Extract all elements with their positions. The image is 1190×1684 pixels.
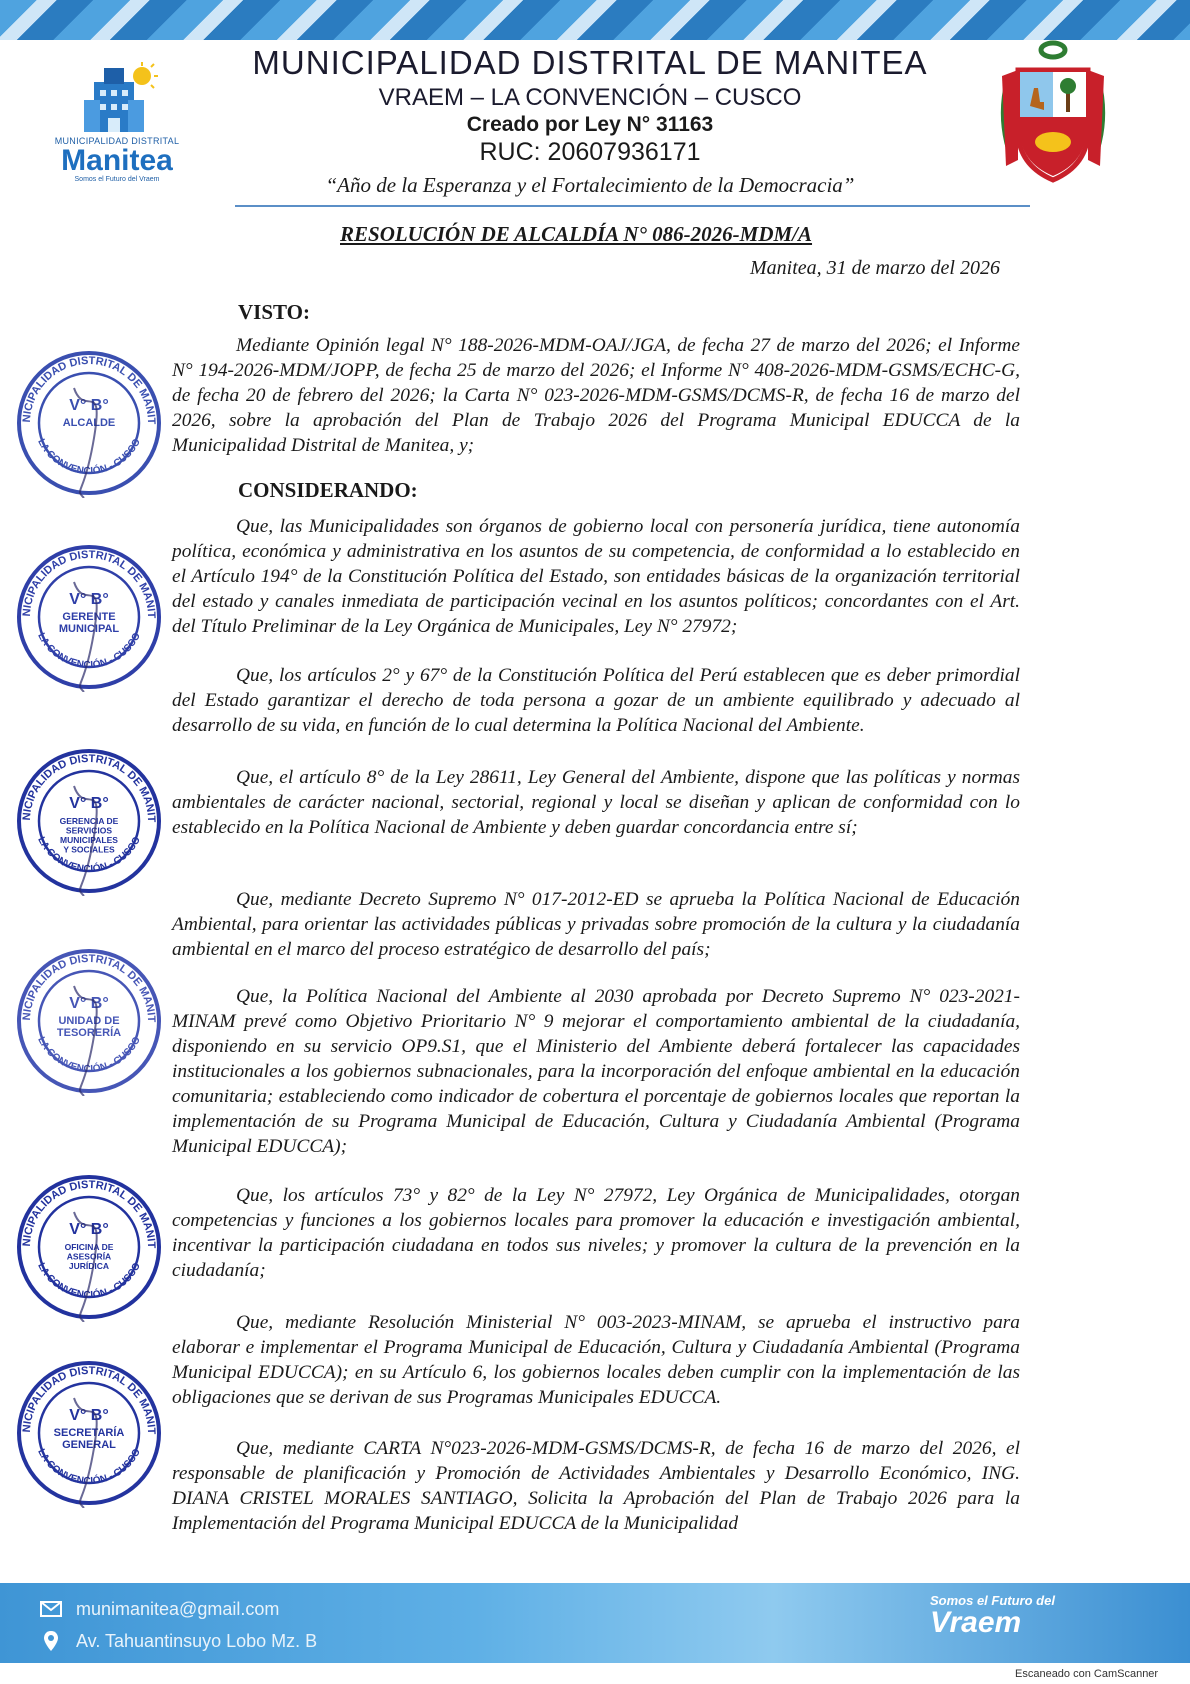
- law-line: Creado por Ley N° 31163: [466, 113, 714, 136]
- footer-brand-line2: Vraem: [930, 1606, 1022, 1639]
- footer-brand: [930, 1593, 1055, 1638]
- considerando-paragraph-6: Que, los artículos 73° y 82° de la Ley N° 27972, Ley Orgánica de Municipalidades, otorgan competencias y funciones a los gobiernos locales para promover la educación e investigación ambiental, incentivar la participación ciudadana en todos sus niveles; y promover la cultura de la prevención en la ciudadanía;: [172, 1185, 1020, 1281]
- stamp-office-text: GERENTE: [62, 611, 116, 623]
- stamp-office-text: SERVICIOS: [65, 825, 113, 836]
- approval-stamp-alcalde: [14, 348, 164, 498]
- stamp-seal: [14, 348, 164, 498]
- letterhead: [200, 44, 980, 198]
- stamp-ring-text: NICIPALIDAD DISTRITAL DE MANIT: [20, 952, 158, 1023]
- resolution-title: RESOLUCIÓN DE ALCALDÍA N° 086-2026-MDM/A: [340, 222, 813, 246]
- stamp-ring-text: NICIPALIDAD DISTRITAL DE MANIT: [20, 354, 158, 425]
- region-line: VRAEM – LA CONVENCIÓN – CUSCO: [378, 84, 802, 111]
- approval-stamp-gerencia-servicios: [14, 746, 164, 896]
- stamp-vb-text: V° B°: [69, 1407, 109, 1424]
- stamp-seal: [14, 1358, 164, 1508]
- stamp-office-text: JURÍDICA: [68, 1261, 110, 1271]
- considerando-paragraph-8: Que, mediante CARTA N°023-2026-MDM-GSMS/DCMS-R, de fecha 16 de marzo del 2026, el responsable de planificación y Promoción de Actividades Ambientales y Desarrollo Económico, ING. DIANA CRISTEL MORALES SANTIAGO, Solicita la Aprobación del Plan de Trabajo 2026 para la Implementación del Programa Municipal EDUCCA de la Municipalidad: [172, 1438, 1020, 1534]
- considerando-heading: CONSIDERANDO:: [238, 478, 418, 502]
- stamp-office-text: Y SOCIALES: [63, 844, 115, 855]
- logo-building-icon: [74, 62, 160, 134]
- stamp-office-text: MUNICIPAL: [58, 623, 120, 635]
- approval-stamp-tesoreria: [14, 946, 164, 1096]
- approval-stamp-secretaria-general: [14, 1358, 164, 1508]
- ruc-line: RUC: 20607936171: [479, 138, 701, 166]
- stamp-office-text: MUNICIPALES: [60, 835, 118, 845]
- stamp-ring-text: NICIPALIDAD DISTRITAL DE MANIT: [20, 752, 158, 823]
- location-pin-icon: [40, 1630, 62, 1652]
- approval-stamp-gerente-municipal: [14, 542, 164, 692]
- stamp-seal: [14, 946, 164, 1096]
- stamp-seal: [14, 542, 164, 692]
- footer-email-text: munimanitea@gmail.com: [76, 1598, 280, 1619]
- stamp-vb-text: V° B°: [69, 795, 109, 812]
- stamp-ring-text: NICIPALIDAD DISTRITAL DE MANIT: [20, 548, 158, 619]
- stamp-bottom-text: LA CONVENCIÓN - CUSCO: [35, 437, 143, 478]
- resolution-date: Manitea, 31 de marzo del 2026: [750, 257, 1000, 279]
- considerando-paragraph-4: Que, mediante Decreto Supremo N° 017-2012-ED se aprueba la Política Nacional de Educación Ambiental, para orientar las actividades públicas y privadas sobre promoción de la cultura y la ciudadanía ambiental en el marco del proceso estratégico de desarrollo del país;: [172, 889, 1020, 960]
- footer-brand-line1: Somos el Futuro del: [930, 1593, 1055, 1608]
- stamp-bottom-text: LA CONVENCIÓN - CUSCO: [35, 1035, 143, 1076]
- stamp-office-text: OFICINA DE: [64, 1242, 114, 1252]
- considerando-paragraph-3: Que, el artículo 8° de la Ley 28611, Ley General del Ambiente, dispone que las políticas y normas ambientales de carácter nacional, sectorial, regional y local se diseñan y aplican de conformidad con lo establecido en la Política Nacional de Ambiente y deben guardar concordancia entre sí;: [172, 767, 1020, 838]
- stamp-vb-text: V° B°: [69, 397, 109, 414]
- footer-address: [40, 1630, 317, 1652]
- stamp-bottom-text: LA CONVENCIÓN - CUSCO: [35, 1261, 143, 1302]
- stamp-ring-text: NICIPALIDAD DISTRITAL DE MANIT: [20, 1178, 158, 1249]
- logo-caption: MUNICIPALIDAD DISTRITAL: [54, 136, 180, 146]
- stamp-seal: [14, 1172, 164, 1322]
- footer-address-text: Av. Tahuantinsuyo Lobo Mz. B: [76, 1630, 318, 1651]
- approval-stamp-asesoria-juridica: [14, 1172, 164, 1322]
- stamp-ring-text: NICIPALIDAD DISTRITAL DE MANIT: [20, 1364, 158, 1435]
- stamp-vb-text: V° B°: [69, 1221, 109, 1238]
- considerando-paragraph-7: Que, mediante Resolución Ministerial N° 003-2023-MINAM, se aprueba el instructivo para elaborar e implementar el Programa Municipal de Educación, Cultura y Ciudadanía Ambiental (Programa Municipal EDUCCA); en su Artículo 6, los gobiernos locales deben cumplir con la implementación de las obligaciones que se derivan de sus Programas Municipales EDUCCA.: [172, 1312, 1020, 1408]
- stamp-office-text: SECRETARÍA: [53, 1427, 125, 1439]
- visto-heading: VISTO:: [238, 300, 310, 324]
- considerando-paragraph-1: Que, las Municipalidades son órganos de gobierno local con personería jurídica, tiene autonomía política, económica y administrativa en los asuntos de su competencia, de conformidad a lo establecido en el Artículo 194° de la Constitución Política del Estado, son entidades básicas de la organización territorial del estado y canales inmediata de participación vecinal en los asuntos políticos; concordantes con el Art. del Título Preliminar de la Ley Orgánica de Municipales, Ley N° 27972;: [172, 516, 1020, 637]
- header-divider: [235, 205, 1030, 207]
- stamp-bottom-text: LA CONVENCIÓN - CUSCO: [35, 1447, 143, 1488]
- municipality-name: MUNICIPALIDAD DISTRITAL DE MANITEA: [252, 44, 928, 81]
- footer-email: [40, 1598, 279, 1620]
- stamp-seal: [14, 746, 164, 896]
- year-motto: “Año de la Esperanza y el Fortalecimiento de la Democracia”: [325, 173, 855, 197]
- stamp-office-text: TESORERÍA: [56, 1027, 122, 1039]
- top-decorative-band: [0, 0, 1190, 40]
- stamp-bottom-text: LA CONVENCIÓN - CUSCO: [35, 835, 143, 876]
- envelope-icon: [40, 1598, 62, 1620]
- logo-name: Manitea: [61, 144, 173, 177]
- considerando-paragraph-5: Que, la Política Nacional del Ambiente al 2030 aprobada por Decreto Supremo N° 023-2021-MINAM prevé como Objetivo Prioritario N° 9 mejorar el comportamiento ambiental de la ciudadanía, disponiendo en su servicio OP9.S1, que el Ministerio del Ambiente deberá fortalecer las capacidades institucionales a los gobiernos subnacionales, para la incorporación del enfoque ambiental en la educación comunitaria; estableciendo como indicador de cobertura el porcentaje de gobiernos locales que reportan la implementación de su Programa Municipal de Educación, Cultura y Ciudadanía Ambiental (Programa Municipal EDUCCA);: [172, 986, 1020, 1157]
- scanner-watermark: Escaneado con CamScanner: [1015, 1668, 1159, 1680]
- stamp-vb-text: V° B°: [69, 995, 109, 1012]
- stamp-office-text: ASESORÍA: [66, 1251, 112, 1262]
- considerando-paragraph-2: Que, los artículos 2° y 67° de la Constitución Política del Perú establecen que es deber primordial del Estado garantizar el derecho de toda persona a gozar de un ambiente equilibrado y adecuado al desarrollo de su vida, en función de lo cual determina la Política Nacional del Ambiente.: [172, 665, 1020, 736]
- logo-slogan: Somos el Futuro del Vraem: [74, 176, 160, 183]
- stamp-bottom-text: LA CONVENCIÓN - CUSCO: [35, 631, 143, 672]
- stamp-office-text: ALCALDE: [62, 417, 116, 429]
- stamp-office-text: GENERAL: [62, 1439, 116, 1451]
- stamp-office-text: UNIDAD DE: [58, 1015, 120, 1027]
- stamp-office-text: GERENCIA DE: [59, 816, 119, 826]
- stamp-vb-text: V° B°: [69, 591, 109, 608]
- municipality-logo: [42, 62, 192, 192]
- visto-paragraph: Mediante Opinión legal N° 188-2026-MDM-OAJ/JGA, de fecha 27 de marzo del 2026; el Informe N° 194-2026-MDM/JOPP, de fecha 25 de marzo del 2026; el Informe N° 408-2026-MDM-GSMS/ECHC-G, de fecha 20 de febrero del 2026; la Carta N° 023-2026-MDM-GSMS/DCMS-R, de fecha 16 de marzo del 2026, sobre la aprobación del Plan de Trabajo 2026 del Programa Municipal EDUCCA de la Municipalidad Distrital de Manitea, y;: [172, 335, 1020, 456]
- national-shield-icon: [998, 40, 1108, 190]
